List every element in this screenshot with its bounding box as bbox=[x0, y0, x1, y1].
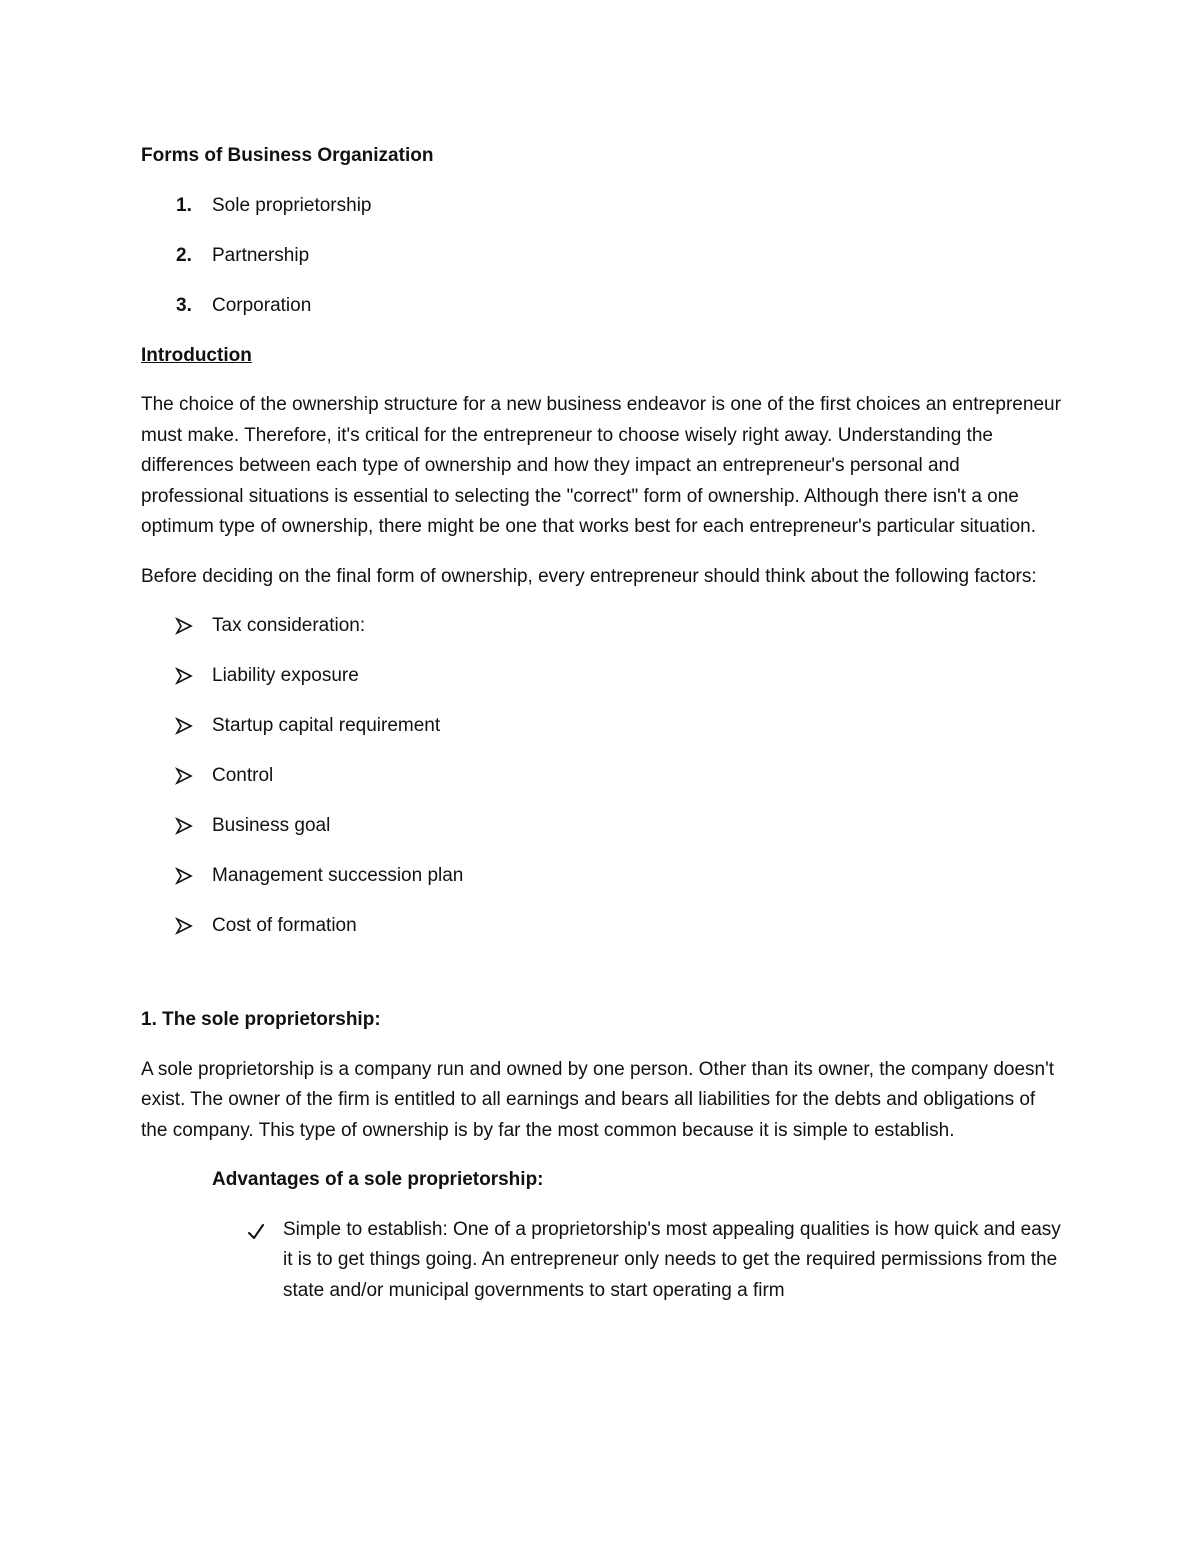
introduction-paragraph: The choice of the ownership structure for a new business endeavor is one of the first choices an entrepreneur must make. Therefore, it's critical for the entrepreneur to choose wisely right away. Understanding the differences between each type of ownership and how they impact an entrepreneur's personal and professional situations is essential to selecting the "correct" form of ownership. Although there isn't a one optimum type of ownership, there might be one that works best for each entrepreneur's particular situation. bbox=[141, 394, 1061, 537]
arrowhead-bullet-icon bbox=[141, 911, 212, 942]
introduction-heading: Introduction bbox=[141, 344, 252, 366]
list-item bbox=[247, 1215, 1061, 1307]
arrowhead-bullet-icon bbox=[141, 861, 212, 892]
list-item-label: Business goal bbox=[212, 815, 331, 836]
list-item-label: Startup capital requirement bbox=[212, 715, 441, 736]
sole-proprietorship-heading: 1. The sole proprietorship: bbox=[141, 1009, 381, 1030]
list-item bbox=[141, 661, 1061, 692]
arrowhead-bullet-icon bbox=[141, 761, 212, 792]
factors-intro-paragraph: Before deciding on the final form of ownership, every entrepreneur should think about the following factors: bbox=[141, 565, 1037, 587]
arrowhead-bullet-icon bbox=[141, 711, 212, 742]
list-item-label: Sole proprietorship bbox=[212, 194, 372, 216]
arrowhead-bullet-icon bbox=[141, 661, 212, 692]
list-item bbox=[141, 191, 1061, 222]
list-number: 3. bbox=[176, 294, 192, 316]
list-item-label: Control bbox=[212, 765, 274, 786]
list-item bbox=[141, 291, 1061, 322]
list-number: 1. bbox=[176, 194, 192, 216]
list-item-label: Tax consideration: bbox=[212, 615, 366, 636]
list-number: 2. bbox=[176, 244, 192, 266]
checkmark-bullet-icon bbox=[247, 1215, 283, 1307]
forms-list bbox=[141, 191, 1061, 322]
list-item-label: Cost of formation bbox=[212, 915, 357, 936]
section-spacer bbox=[141, 961, 1061, 1005]
list-item-label: Simple to establish: One of a proprietorship's most appealing qualities is how quick and easy it is to get things going. An entrepreneur only needs to get the required permissions from the state and/or municipal governments to start operating a firm bbox=[283, 1218, 1061, 1301]
sole-proprietorship-paragraph: A sole proprietorship is a company run and owned by one person. Other than its owner, the company doesn't exist. The owner of the firm is entitled to all earnings and bears all liabilities for the debts and obligations of the company. This type of ownership is by far the most common because it is simple to establish. bbox=[141, 1058, 1055, 1141]
factors-list bbox=[141, 611, 1061, 942]
list-item-label: Management succession plan bbox=[212, 865, 464, 886]
arrowhead-bullet-icon bbox=[141, 611, 212, 642]
advantages-list bbox=[141, 1215, 1061, 1307]
list-item bbox=[141, 241, 1061, 272]
list-item bbox=[141, 711, 1061, 742]
list-item bbox=[141, 611, 1061, 642]
document-content bbox=[141, 141, 1061, 1306]
list-item bbox=[141, 861, 1061, 892]
list-item bbox=[141, 911, 1061, 942]
document-title: Forms of Business Organization bbox=[141, 145, 434, 166]
list-item bbox=[141, 761, 1061, 792]
arrowhead-bullet-icon bbox=[141, 811, 212, 842]
list-item bbox=[141, 811, 1061, 842]
list-item-label: Partnership bbox=[212, 244, 310, 266]
advantages-heading: Advantages of a sole proprietorship: bbox=[212, 1169, 544, 1190]
list-item-label: Corporation bbox=[212, 294, 312, 316]
list-item-label: Liability exposure bbox=[212, 665, 359, 686]
